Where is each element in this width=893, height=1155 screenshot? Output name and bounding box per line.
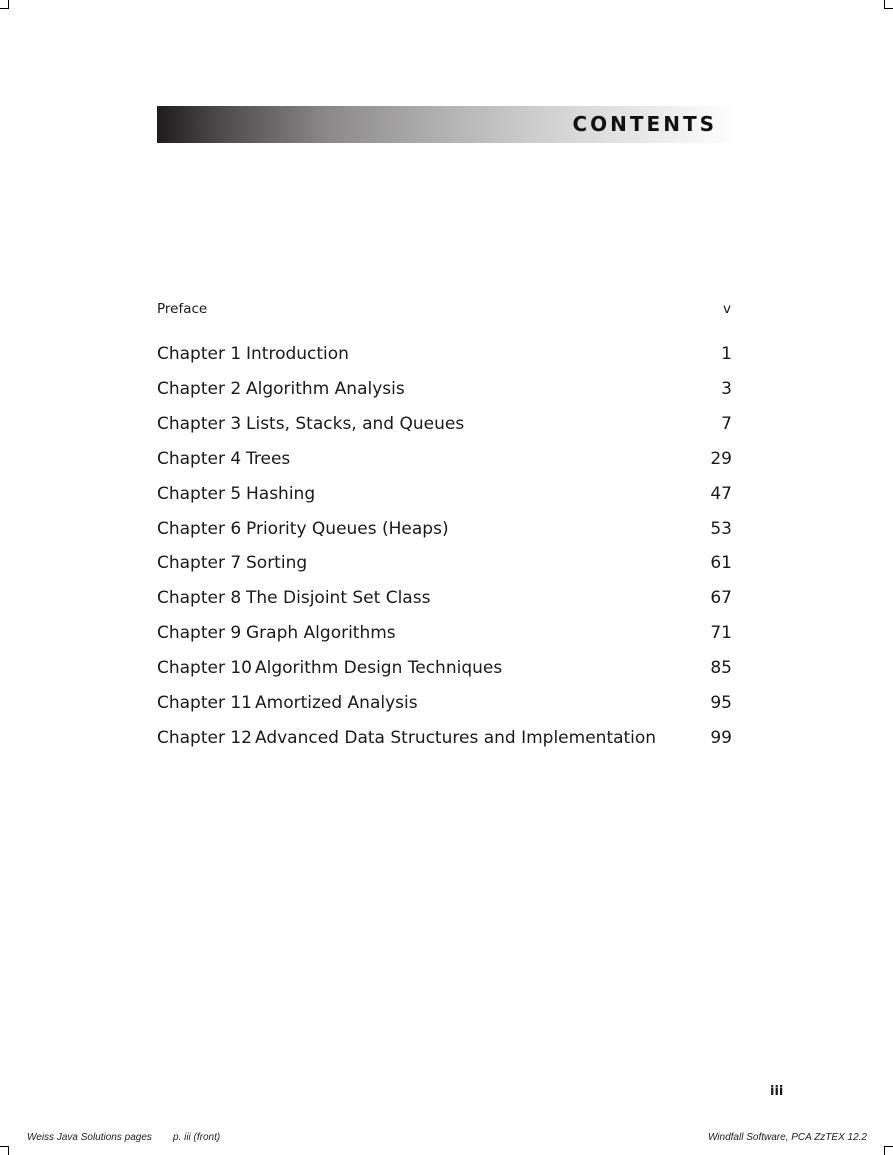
toc-chapter-title: Trees bbox=[246, 449, 291, 469]
toc-entry-page: v bbox=[723, 301, 731, 317]
toc-chapter-number: Chapter 11 bbox=[157, 693, 253, 713]
toc-entry-chapter-1[interactable] bbox=[157, 342, 733, 366]
toc-chapter-number: Chapter 6 bbox=[157, 519, 242, 539]
toc-entry-page: 47 bbox=[710, 484, 732, 504]
toc-chapter-number: Chapter 9 bbox=[157, 623, 242, 643]
toc-chapter-number: Chapter 7 bbox=[157, 553, 242, 573]
toc-entry-title: Preface bbox=[157, 301, 208, 317]
toc-chapter-title: Algorithm Analysis bbox=[246, 379, 405, 399]
toc-chapter-title: Amortized Analysis bbox=[255, 693, 418, 713]
toc-entry-page: 7 bbox=[721, 414, 732, 434]
toc-entry-chapter-12[interactable] bbox=[157, 726, 733, 750]
toc-chapter-title: Lists, Stacks, and Queues bbox=[246, 414, 465, 434]
toc-chapter-title: Priority Queues (Heaps) bbox=[246, 519, 449, 539]
toc-entry-page: 99 bbox=[710, 728, 732, 748]
crop-mark bbox=[884, 1146, 893, 1147]
toc-chapter-number: Chapter 8 bbox=[157, 588, 242, 608]
page-number: iii bbox=[770, 1084, 784, 1099]
toc-entry-chapter-8[interactable] bbox=[157, 586, 733, 610]
toc-entry-chapter-7[interactable] bbox=[157, 551, 733, 575]
page-title: CONTENTS bbox=[572, 112, 717, 136]
toc-entry-page: 95 bbox=[710, 693, 732, 713]
toc-chapter-title: Algorithm Design Techniques bbox=[255, 658, 503, 678]
toc-chapter-number: Chapter 4 bbox=[157, 449, 242, 469]
toc-chapter-title: Sorting bbox=[246, 553, 308, 573]
slug-line-page: p. iii (front) bbox=[173, 1132, 221, 1143]
toc-chapter-number: Chapter 5 bbox=[157, 484, 242, 504]
toc-entry-chapter-4[interactable] bbox=[157, 447, 733, 471]
toc-chapter-title: Hashing bbox=[246, 484, 316, 504]
toc-chapter-number: Chapter 3 bbox=[157, 414, 242, 434]
crop-mark bbox=[884, 8, 893, 9]
slug-line-right: Windfall Software, PCA ZzTEX 12.2 bbox=[707, 1132, 867, 1143]
toc-chapter-number: Chapter 10 bbox=[157, 658, 253, 678]
toc-chapter-number: Chapter 12 bbox=[157, 728, 253, 748]
toc-entry-page: 29 bbox=[710, 449, 732, 469]
toc-entry-preface[interactable] bbox=[157, 299, 733, 319]
toc-chapter-title: Graph Algorithms bbox=[246, 623, 396, 643]
toc-entry-page: 61 bbox=[710, 553, 732, 573]
crop-mark bbox=[8, 0, 9, 9]
toc-entry-page: 67 bbox=[710, 588, 732, 608]
toc-chapter-number: Chapter 2 bbox=[157, 379, 242, 399]
toc-entry-page: 53 bbox=[710, 519, 732, 539]
crop-mark bbox=[8, 1146, 9, 1155]
toc-chapter-title: Introduction bbox=[246, 344, 349, 364]
toc-entry-chapter-2[interactable] bbox=[157, 377, 733, 401]
toc-entry-chapter-5[interactable] bbox=[157, 482, 733, 506]
toc-entry-chapter-9[interactable] bbox=[157, 621, 733, 645]
contents-banner bbox=[157, 106, 735, 143]
toc-entry-page: 71 bbox=[710, 623, 732, 643]
toc-entry-page: 85 bbox=[710, 658, 732, 678]
toc-entry-chapter-11[interactable] bbox=[157, 691, 733, 715]
crop-mark bbox=[884, 0, 885, 9]
toc-chapter-number: Chapter 1 bbox=[157, 344, 242, 364]
slug-line-left: Weiss Java Solutions pages bbox=[27, 1132, 152, 1143]
toc-entry-chapter-6[interactable] bbox=[157, 517, 733, 541]
toc-entry-page: 3 bbox=[721, 379, 732, 399]
toc-chapter-title: Advanced Data Structures and Implementation bbox=[255, 728, 657, 748]
toc-entry-chapter-3[interactable] bbox=[157, 412, 733, 436]
crop-mark bbox=[884, 1146, 885, 1155]
toc-chapter-title: The Disjoint Set Class bbox=[246, 588, 431, 608]
toc-entry-chapter-10[interactable] bbox=[157, 656, 733, 680]
toc-entry-page: 1 bbox=[721, 344, 732, 364]
